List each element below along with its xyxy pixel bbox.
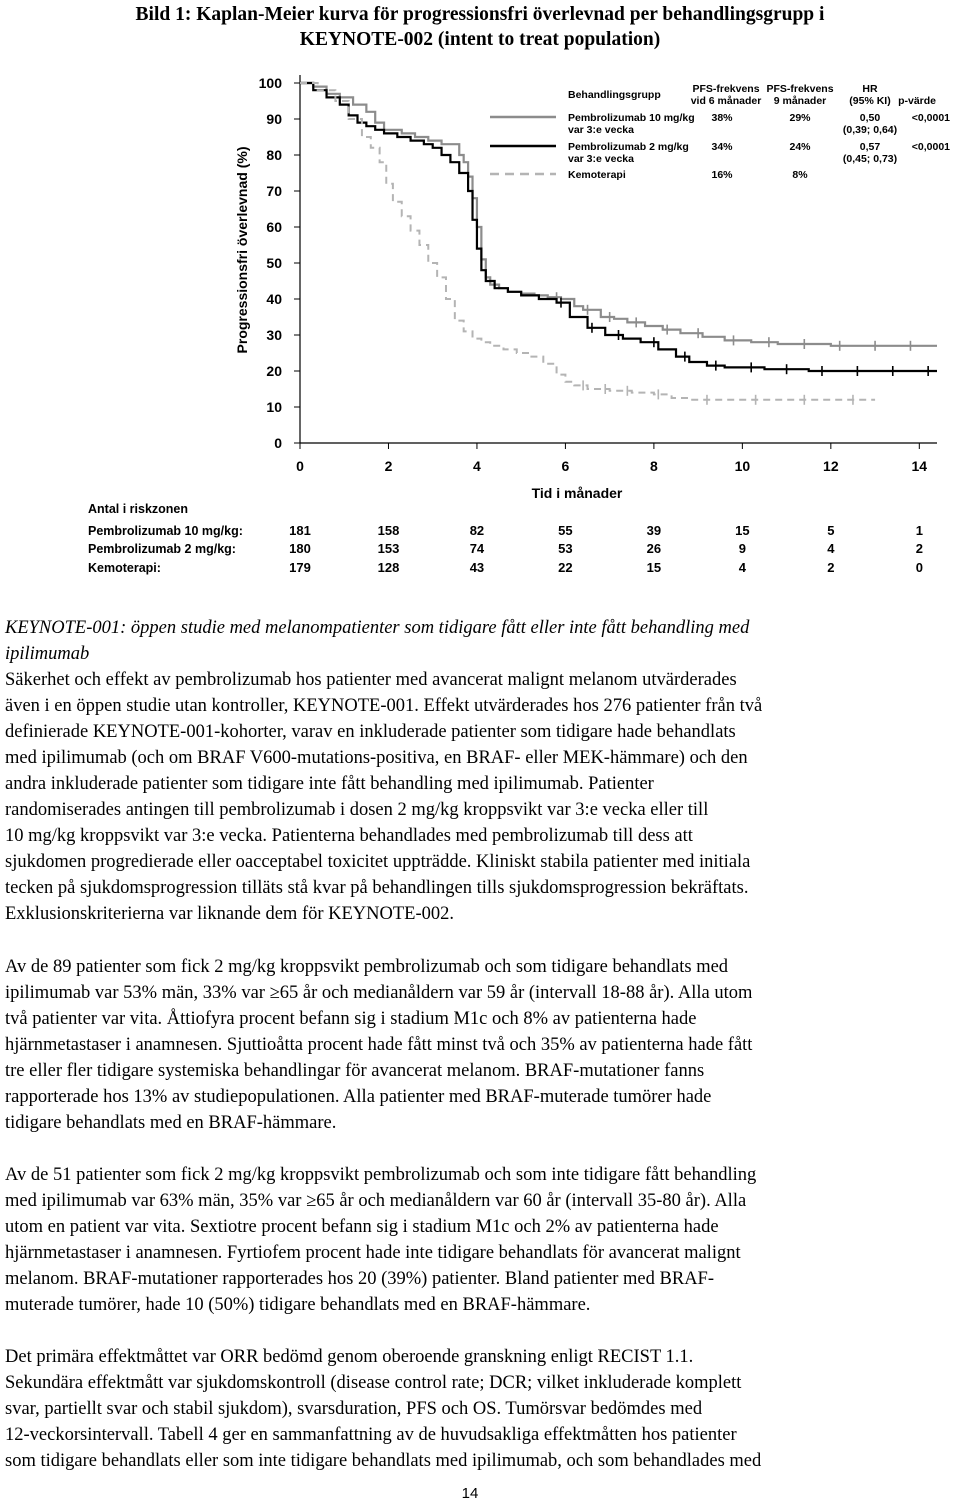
risk-table-cell: 53: [558, 541, 573, 556]
p4-line: Det primära effektmåttet var ORR bedömd genom oberoende granskning enligt RECIST 1.1.: [5, 1347, 694, 1367]
p1-line: Exklusionskriterierna var liknande dem för KEYNOTE-002.: [5, 904, 455, 924]
p2-line: tre eller fler tidigare systemiska behandlingar för avancerat melanom. BRAF-mutationer fanns: [5, 1061, 705, 1081]
paragraph-4: [5, 1344, 945, 1474]
page-number: 14: [461, 1485, 479, 1502]
p2-line: Av de 89 patienter som fick 2 mg/kg kroppsvikt pembrolizumab och som tidigare behandlats med: [5, 957, 729, 977]
y-tick-label: 40: [266, 291, 282, 307]
legend-hr-ci: (0,45; 0,73): [842, 153, 898, 165]
paragraph-3-block: [5, 1162, 945, 1318]
p1-line: andra inkluderade patienter som tidigare inte fått behandling med ipilimumab. Patienter: [5, 774, 654, 794]
legend-header-hr: HR: [862, 83, 878, 95]
p1-line: Säkerhet och effekt av pembrolizumab hos patienter med avancerat malignt melanom utvärderades: [5, 670, 737, 690]
p3-line: muterade tumörer, hade 10 (50%) tidigare behandlats med en BRAF-hämmare.: [5, 1295, 591, 1315]
risk-table-title: Antal i riskzonen: [88, 502, 189, 516]
risk-table-cell: 1: [915, 523, 923, 538]
p1-line: randomiserades antingen till pembrolizumab i dosen 2 mg/kg kroppsvikt var 3:e vecka eller till: [5, 800, 709, 820]
risk-table-cell: 15: [735, 523, 750, 538]
paragraph-2: [5, 954, 945, 1136]
x-axis-label: Tid i månader: [531, 485, 623, 501]
risk-table-cell: 2: [827, 560, 835, 575]
legend-label: Pembrolizumab 10 mg/kg: [568, 112, 695, 124]
y-tick-label: 30: [266, 327, 282, 343]
risk-table-cell: 179: [289, 560, 311, 575]
p1-line: även i en öppen studie utan kontroller, KEYNOTE-001. Effekt utvärderades hos 276 patienter från två: [5, 696, 763, 716]
x-tick-label: 6: [561, 458, 570, 474]
legend-label: var 3:e vecka: [568, 153, 634, 165]
risk-table-cell: 153: [377, 541, 400, 556]
y-tick-label: 90: [266, 111, 282, 127]
risk-table-cell: 5: [827, 523, 835, 538]
p4-line: 12-veckorsintervall. Tabell 4 ger en sammanfattning av de huvudsakliga effektmåtten hos patienter: [5, 1425, 737, 1445]
y-tick-label: 0: [274, 435, 282, 451]
legend-label: Kemoterapi: [568, 169, 626, 181]
risk-table-cell: 180: [289, 541, 311, 556]
heading_italic-line: ipilimumab: [5, 644, 90, 664]
y-tick-label: 80: [266, 147, 282, 163]
p4-line: Sekundära effektmått var sjukdomskontroll (disease control rate; DCR; vilket inkluderade komplett: [5, 1373, 742, 1393]
risk-table-cell: 22: [558, 560, 573, 575]
section-heading: [5, 615, 945, 667]
risk-table-cell: 9: [738, 541, 746, 556]
heading_italic-line: KEYNOTE-001: öppen studie med melanompatienter som tidigare fått eller inte fått behandling med: [5, 618, 750, 638]
x-tick-label: 0: [296, 458, 304, 474]
p3-line: utom en patient var vita. Sextiotre procent befann sig i stadium M1c och 2% av patienterna hade: [5, 1217, 719, 1237]
legend-hr-value: 0,50: [859, 112, 881, 124]
x-tick-label: 12: [823, 458, 839, 474]
p3-line: hjärnmetastaser i anamnesen. Fyrtiofem procent hade inte tidigare behandlats för avancerat malignt: [5, 1243, 741, 1263]
p2-line: ipilimumab var 53% män, 33% var ≥65 år och medianåldern var 59 år (intervall 18-88 år). Alla utom: [5, 983, 753, 1003]
y-tick-label: 20: [266, 363, 282, 379]
risk-table-row-label: Kemoterapi:: [88, 561, 161, 575]
risk-table-cell: 15: [646, 560, 662, 575]
x-tick-label: 14: [911, 458, 928, 474]
risk-table-cell: 4: [827, 541, 835, 556]
legend-pfs9-value: 24%: [789, 141, 811, 153]
legend-hr-ci: (0,39; 0,64): [842, 124, 898, 136]
paragraph-2-block: [5, 954, 945, 1136]
risk-table-cell: 128: [377, 560, 400, 575]
risk-table-row-label: Pembrolizumab 2 mg/kg:: [88, 542, 236, 556]
kaplan-meier-chart: [0, 0, 960, 600]
legend-hr-value: 0,57: [859, 141, 881, 153]
risk-table-row-label: Pembrolizumab 10 mg/kg:: [88, 524, 243, 538]
x-tick-label: 4: [473, 458, 481, 474]
paragraph-3: [5, 1162, 945, 1318]
legend-p-value: <0,0001: [911, 141, 950, 153]
legend-pfs6-value: 34%: [711, 141, 733, 153]
figure-caption-line-1: Bild 1: Kaplan-Meier kurva för progressionsfri överlevnad per behandlingsgrupp i: [135, 4, 825, 25]
p3-line: med ipilimumab var 63% män, 35% var ≥65 år och medianåldern var 60 år (intervall 35-80 år). Alla: [5, 1191, 747, 1211]
y-tick-label: 50: [266, 255, 282, 271]
p2-line: hjärnmetastaser i anamnesen. Sjuttioåtta procent hade fått minst två och 35% av patienterna hade fått: [5, 1035, 753, 1055]
p2-line: tidigare behandlats med en BRAF-hämmare.: [5, 1113, 337, 1133]
y-tick-label: 60: [266, 219, 282, 235]
legend-header-p: p-värde: [898, 95, 936, 107]
p1-line: definierade KEYNOTE-001-kohorter, varav en inkluderade patienter som tidigare hade behandlats: [5, 722, 736, 742]
p1-line: 10 mg/kg kroppsvikt var 3:e vecka. Patienterna behandlades med pembrolizumab till dess att: [5, 826, 693, 846]
legend-label: var 3:e vecka: [568, 124, 634, 136]
x-tick-label: 2: [384, 458, 393, 474]
legend-pfs6-value: 16%: [711, 169, 733, 181]
paragraph-4-block: [5, 1344, 945, 1474]
paragraph-1: [5, 667, 945, 927]
y-tick-label: 100: [258, 75, 282, 91]
risk-table-cell: 74: [469, 541, 485, 556]
y-tick-label: 10: [266, 399, 282, 415]
risk-table-cell: 181: [289, 523, 311, 538]
risk-table-cell: 82: [469, 523, 485, 538]
legend-header-pfs9: 9 månader: [773, 95, 827, 107]
legend-header-pfs6: vid 6 månader: [690, 95, 762, 107]
legend-p-value: <0,0001: [911, 112, 950, 124]
risk-table-cell: 39: [646, 523, 662, 538]
risk-table-cell: 0: [915, 560, 923, 575]
p4-line: som tidigare behandlats eller som inte tidigare behandlats med ipilimumab, och som behandlades med: [5, 1451, 762, 1471]
p1-line: sjukdomen progredierade eller oacceptabel toxicitet uppträdde. Kliniskt stabila patienter med initiala: [5, 852, 751, 872]
y-tick-label: 70: [266, 183, 282, 199]
legend-pfs9-value: 29%: [789, 112, 811, 124]
p2-line: två patienter var vita. Åttiofyra procent befann sig i stadium M1c och 8% av patienterna hade: [5, 1009, 697, 1029]
risk-table-cell: 158: [377, 523, 400, 538]
risk-table-cell: 55: [558, 523, 573, 538]
section-keynote-001: [5, 615, 945, 927]
y-axis-label: Progressionsfri överlevnad (%): [234, 146, 250, 354]
risk-table-cell: 2: [915, 541, 923, 556]
legend-header-pfs9: PFS-frekvens: [766, 83, 834, 95]
p3-line: melanom. BRAF-mutationer rapporterades hos 20 (39%) patienter. Bland patienter med BRAF-: [5, 1269, 715, 1289]
legend-pfs6-value: 38%: [711, 112, 733, 124]
risk-table-cell: 4: [738, 560, 746, 575]
legend-label: Pembrolizumab 2 mg/kg: [568, 141, 689, 153]
p4-line: svar, partiellt svar och stabil sjukdom), svarsduration, PFS och OS. Tumörsvar bedömdes med: [5, 1399, 703, 1419]
risk-table-cell: 26: [646, 541, 662, 556]
legend-header-pfs6: PFS-frekvens: [692, 83, 760, 95]
p3-line: Av de 51 patienter som fick 2 mg/kg kroppsvikt pembrolizumab och som inte tidigare fått behandling: [5, 1165, 757, 1185]
risk-table-cell: 43: [469, 560, 485, 575]
legend-header-group: Behandlingsgrupp: [568, 89, 661, 101]
figure-caption-line-2: KEYNOTE-002 (intent to treat population): [299, 29, 661, 50]
x-tick-label: 10: [734, 458, 751, 474]
legend-header-hr: (95% KI): [849, 95, 891, 107]
p1-line: med ipilimumab (och om BRAF V600-mutations-positiva, en BRAF- eller MEK-hämmare) och den: [5, 748, 748, 768]
p2-line: rapporterade hos 13% av studiepopulationen. Alla patienter med BRAF-muterade tumörer hade: [5, 1087, 712, 1107]
p1-line: tecken på sjukdomsprogression tilläts stå kvar på behandlingen tills sjukdomsprogression bekräftats.: [5, 878, 749, 898]
legend-pfs9-value: 8%: [792, 169, 808, 181]
x-tick-label: 8: [649, 458, 658, 474]
